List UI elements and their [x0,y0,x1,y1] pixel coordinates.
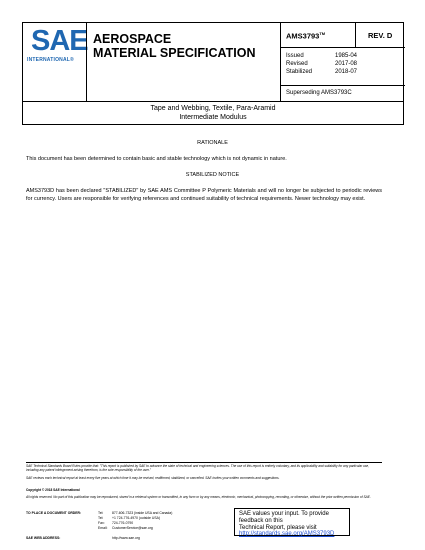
document-header [22,22,404,125]
rationale-text: This document has been determined to contain basic and stable technology which is not dynamic in nature. [26,156,287,162]
contact-label-2: Tel: [98,516,104,520]
rights-text [26,495,382,499]
document-title-line1: Tape and Webbing, Textile, Para-Aramid [150,105,276,112]
stabilized-text: AMS3793D has been declared "STABILIZED" by SAE AMS Committee P Polymeric Materials and will no longer be subjected to periodic reviews for currency. Users are responsible for verifying references and continued suitability of technical requirements. Newer technology may exist. [26,188,382,202]
feedback-text [239,511,349,538]
feedback-box [234,508,350,536]
date-value-issued: 1985-04 [335,53,358,59]
revision-box [355,23,406,47]
contact-email[interactable]: CustomerService@sae.org [112,526,153,530]
contact-value-3: 724-776-0790 [112,521,134,525]
feedback-link[interactable]: http://standards.sae.org/AMS3793D [239,531,335,538]
rights-text-body: All rights reserved. No part of this publication may be reproduced, stored in a retrieval system or transmitted, in any form or by any means, electronic, mechanical, photocopying, recording, or otherwise, without the prior written permission of SAE. [26,495,371,499]
sae-logo: SAE [31,25,88,57]
policy-text [26,464,382,472]
document-title-line2: Intermediate Modulus [179,114,247,121]
feedback-line2: Technical Report, please visit [239,524,317,531]
doc-number-text: AMS3793 [286,31,320,41]
stabilized-heading: STABILIZED NOTICE [185,172,240,178]
contact-value-2: +1 724-776-4970 (outside USA) [112,516,160,520]
superseding-row [281,85,405,102]
doc-number-row [281,23,405,48]
footer-divider [26,462,382,463]
document-type-line2: MATERIAL SPECIFICATION [93,46,256,60]
sae-logo-subtext: INTERNATIONAL® [27,57,74,63]
subtitle-row [23,101,403,126]
review-text [26,476,382,480]
website-link[interactable]: http://www.sae.org [112,536,140,540]
date-value-stabilized: 2018-07 [335,69,358,75]
logo-cell [23,23,86,101]
date-value-revised: 2017-08 [335,61,358,67]
document-type-line1: AEROSPACE [93,32,172,46]
doc-number-sup: TM [319,31,326,36]
title-cell [86,23,281,101]
rationale-heading: RATIONALE [197,140,228,146]
date-label-issued: Issued [286,53,304,59]
contact-label-3: Fax: [98,521,105,525]
copyright: Copyright © 2018 SAE International [26,488,80,492]
contact-label-1: Tel: [98,511,104,515]
date-label-revised: Revised [286,61,308,67]
contact-value-1: 877-606-7323 (inside USA and Canada) [112,511,173,515]
feedback-line1: SAE values your input. To provide feedback on this [239,511,329,524]
info-cell [280,23,405,101]
doc-number [286,31,325,41]
superseding: Superseding AMS3793C [286,90,352,96]
review-text-body: SAE reviews each technical report at least every five years at which time it may be revised, reaffirmed, stabilized, or cancelled. SAE invites your written comments and suggestions. [26,476,280,480]
revision: REV. D [368,31,393,40]
order-label: TO PLACE A DOCUMENT ORDER: [26,511,82,515]
policy-text-body: SAE Technical Standards Board Rules provide that: "This report is published by SAE to advance the state of technical and engineering sciences. The use of this report is entirely voluntary, and its applicability and suitability for any particular use, including any patent infringement arising therefrom, is the sole responsibility of the user." [26,464,370,473]
website-label: SAE WEB ADDRESS: [26,536,61,540]
date-label-stabilized: Stabilized [286,69,313,75]
contact-label-4: Email: [98,526,108,530]
